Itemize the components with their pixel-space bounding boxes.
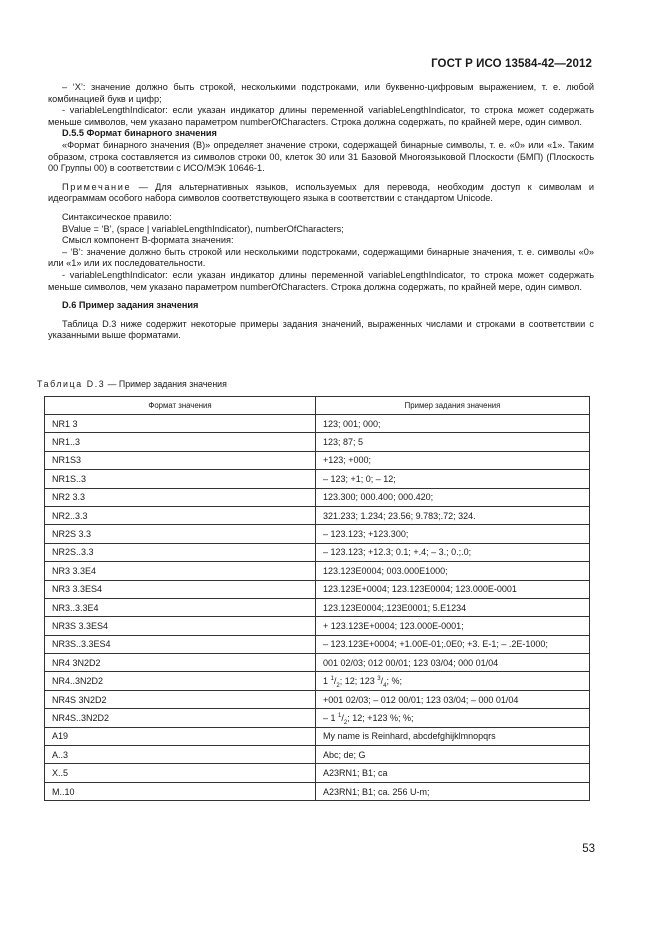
table-row: [45, 727, 590, 745]
example-cell: 001 02/03; 012 00/01; 123 03/04; 000 01/04: [316, 654, 590, 672]
example-cell: 123.300; 000.400; 000.420;: [316, 488, 590, 506]
paragraph-syntax-rule: Синтаксическое правило:: [62, 211, 172, 222]
note-text: — Для альтернативных языков, используемых для перевода, необходим доступ к символам и идеограммам особого набора символов соответствующего языка в соответствии с стандартом Unicode.: [48, 181, 594, 204]
fraction-text: ; %;: [386, 676, 402, 687]
example-cell: – 123; +1; 0; – 12;: [316, 470, 590, 488]
table-row: [45, 488, 590, 506]
table-row: [45, 415, 590, 433]
fraction-text: 1: [323, 676, 331, 687]
table-row: [45, 470, 590, 488]
format-cell: NR3S 3.3ES4: [45, 617, 316, 635]
example-cell: A23RN1; B1; ca. 256 U-m;: [316, 782, 590, 800]
example-cell-fraction: 1 $^1/_2$; 12; 123 $^3/_4$; %;: [316, 672, 590, 690]
format-cell: NR4 3N2D2: [45, 654, 316, 672]
paragraph-variable-length-1: - variableLengthIndicator: если указан индикатор длины переменной variableLengthIndicator, то строка может содержать меньше символов, чем указано параметром numberOfCharacters. Строка должна содержать, по крайней мере, один символ.: [48, 105, 594, 127]
fraction-text: ; 12; 123: [339, 676, 378, 687]
example-cell: +123; +000;: [316, 451, 590, 469]
table-row: [45, 562, 590, 580]
paragraph-table-intro: Таблица D.3 ниже содержит некоторые примеры задания значений, выраженных числами и строками в соответствии с указанными выше форматами.: [48, 318, 594, 341]
example-cell: +001 02/03; – 012 00/01; 123 03/04; – 000 01/04: [316, 690, 590, 708]
fraction-text: ; 12; +123 %; %;: [347, 712, 414, 723]
format-cell: M..10: [45, 782, 316, 800]
note-label: Примечание: [62, 181, 132, 192]
table-caption: [37, 379, 227, 389]
example-cell: + 123.123E+0004; 123.000E-0001;: [316, 617, 590, 635]
fraction-numerator: 1: [338, 712, 342, 719]
format-cell: A..3: [45, 746, 316, 764]
table-row: [45, 617, 590, 635]
fraction-denominator: 2: [336, 682, 340, 689]
paragraph-b-definition: – ‘B’: значение должно быть строкой или несколькими подстроками, содержащими бинарные значения, т. е. символы «0» или «1» или их последовательности.: [48, 246, 594, 269]
table-row: [45, 672, 590, 690]
table-row: [45, 764, 590, 782]
format-cell: NR4S 3N2D2: [45, 690, 316, 708]
table-row: [45, 451, 590, 469]
table-caption-text: — Пример задания значения: [105, 379, 227, 389]
table-row: [45, 580, 590, 598]
format-cell: NR1 3: [45, 415, 316, 433]
format-cell: NR2S..3.3: [45, 543, 316, 561]
format-cell: NR2 3.3: [45, 488, 316, 506]
table-row: [45, 746, 590, 764]
example-cell: – 123.123; +12.3; 0.1; +.4; – 3.; 0.;.0;: [316, 543, 590, 561]
table-row: [45, 709, 590, 727]
fraction-numerator: 1: [330, 676, 334, 683]
example-cell: 123; 87; 5: [316, 433, 590, 451]
table-row: [45, 433, 590, 451]
paragraph-bvalue: BValue = ‘B’, (space | variableLengthIndicator), numberOfCharacters;: [62, 223, 344, 234]
table-caption-label: Таблица D.3: [37, 379, 106, 389]
example-cell: 321.233; 1.234; 23.56; 9.783;.72; 324.: [316, 506, 590, 524]
page-number: 53: [582, 843, 595, 855]
fraction-text: – 1: [323, 712, 339, 723]
paragraph-binary-format: «Формат бинарного значения (B)» определяет значение строки, содержащей бинарные символы, т. е. «0» или «1». Таким образом, строка составляется из символов строки 00, клеток 30 или 31 Базовой Многоязыковой Плоскости (БМП) (Плоскость 00 Группы 00) в соответствии с ИСО/МЭК 10646-1.: [48, 139, 594, 174]
fraction-denominator: 4: [383, 682, 387, 689]
paragraph-variable-length-2: - variableLengthIndicator: если указан индикатор длины переменной variableLengthIndicator, то строка может содержать меньше символов, чем указано параметром numberOfCharacters. Строка должна содержать, по крайней мере, один символ.: [48, 269, 594, 292]
section-heading-d55: D.5.5 Формат бинарного значения: [62, 128, 217, 139]
format-cell: A19: [45, 727, 316, 745]
body-text: [48, 82, 594, 342]
example-cell: A23RN1; B1; ca: [316, 764, 590, 782]
section-heading-d6: D.6 Пример задания значения: [62, 300, 199, 311]
table-row: [45, 690, 590, 708]
value-examples-table: [44, 396, 590, 801]
format-cell: NR3..3.3E4: [45, 598, 316, 616]
example-cell: – 123.123; +123.300;: [316, 525, 590, 543]
format-cell: NR1S3: [45, 451, 316, 469]
format-cell: NR2..3.3: [45, 506, 316, 524]
format-cell: X..5: [45, 764, 316, 782]
paragraph-x-format: – ‘X’: значение должно быть строкой, несколькими подстроками, или буквенно-цифровым выражением, т. е. любой комбинацией букв и цифр;: [48, 82, 594, 104]
table-row: [45, 654, 590, 672]
format-cell: NR4..3N2D2: [45, 672, 316, 690]
format-cell: NR2S 3.3: [45, 525, 316, 543]
table-header-example: Пример задания значения: [316, 397, 590, 415]
format-cell: NR3 3.3E4: [45, 562, 316, 580]
example-cell: 123.123E+0004; 123.123E0004; 123.000E-0001: [316, 580, 590, 598]
example-cell: 123.123E0004;.123E0001; 5.E1234: [316, 598, 590, 616]
fraction-denominator: 2: [343, 719, 348, 726]
example-cell: Abc; de; G: [316, 746, 590, 764]
table-row: [45, 543, 590, 561]
format-cell: NR1..3: [45, 433, 316, 451]
fraction-numerator: 3: [377, 676, 381, 683]
table-row: [45, 506, 590, 524]
example-cell: – 123.123E+0004; +1.00E-01;.0E0; +3. E-1; – .2E-1000;: [316, 635, 590, 653]
table-header-format: Формат значения: [45, 397, 316, 415]
table-row: [45, 525, 590, 543]
table-row: [45, 635, 590, 653]
document-header: ГОСТ Р ИСО 13584-42—2012: [431, 58, 592, 70]
example-cell: My name is Reinhard, abcdefghijklmnopqrs: [316, 727, 590, 745]
example-cell-fraction: – 1 $^1/_2$; 12; +123 %; %;: [316, 709, 590, 727]
table-row: [45, 782, 590, 800]
table-header-row: [45, 397, 590, 415]
format-cell: NR4S..3N2D2: [45, 709, 316, 727]
example-cell: 123; 001; 000;: [316, 415, 590, 433]
format-cell: NR1S..3: [45, 470, 316, 488]
note-paragraph: [48, 182, 594, 205]
example-cell: 123.123E0004; 003.000E1000;: [316, 562, 590, 580]
paragraph-b-components: Смысл компонент B-формата значения:: [62, 235, 234, 246]
table-row: [45, 598, 590, 616]
format-cell: NR3 3.3ES4: [45, 580, 316, 598]
format-cell: NR3S..3.3ES4: [45, 635, 316, 653]
